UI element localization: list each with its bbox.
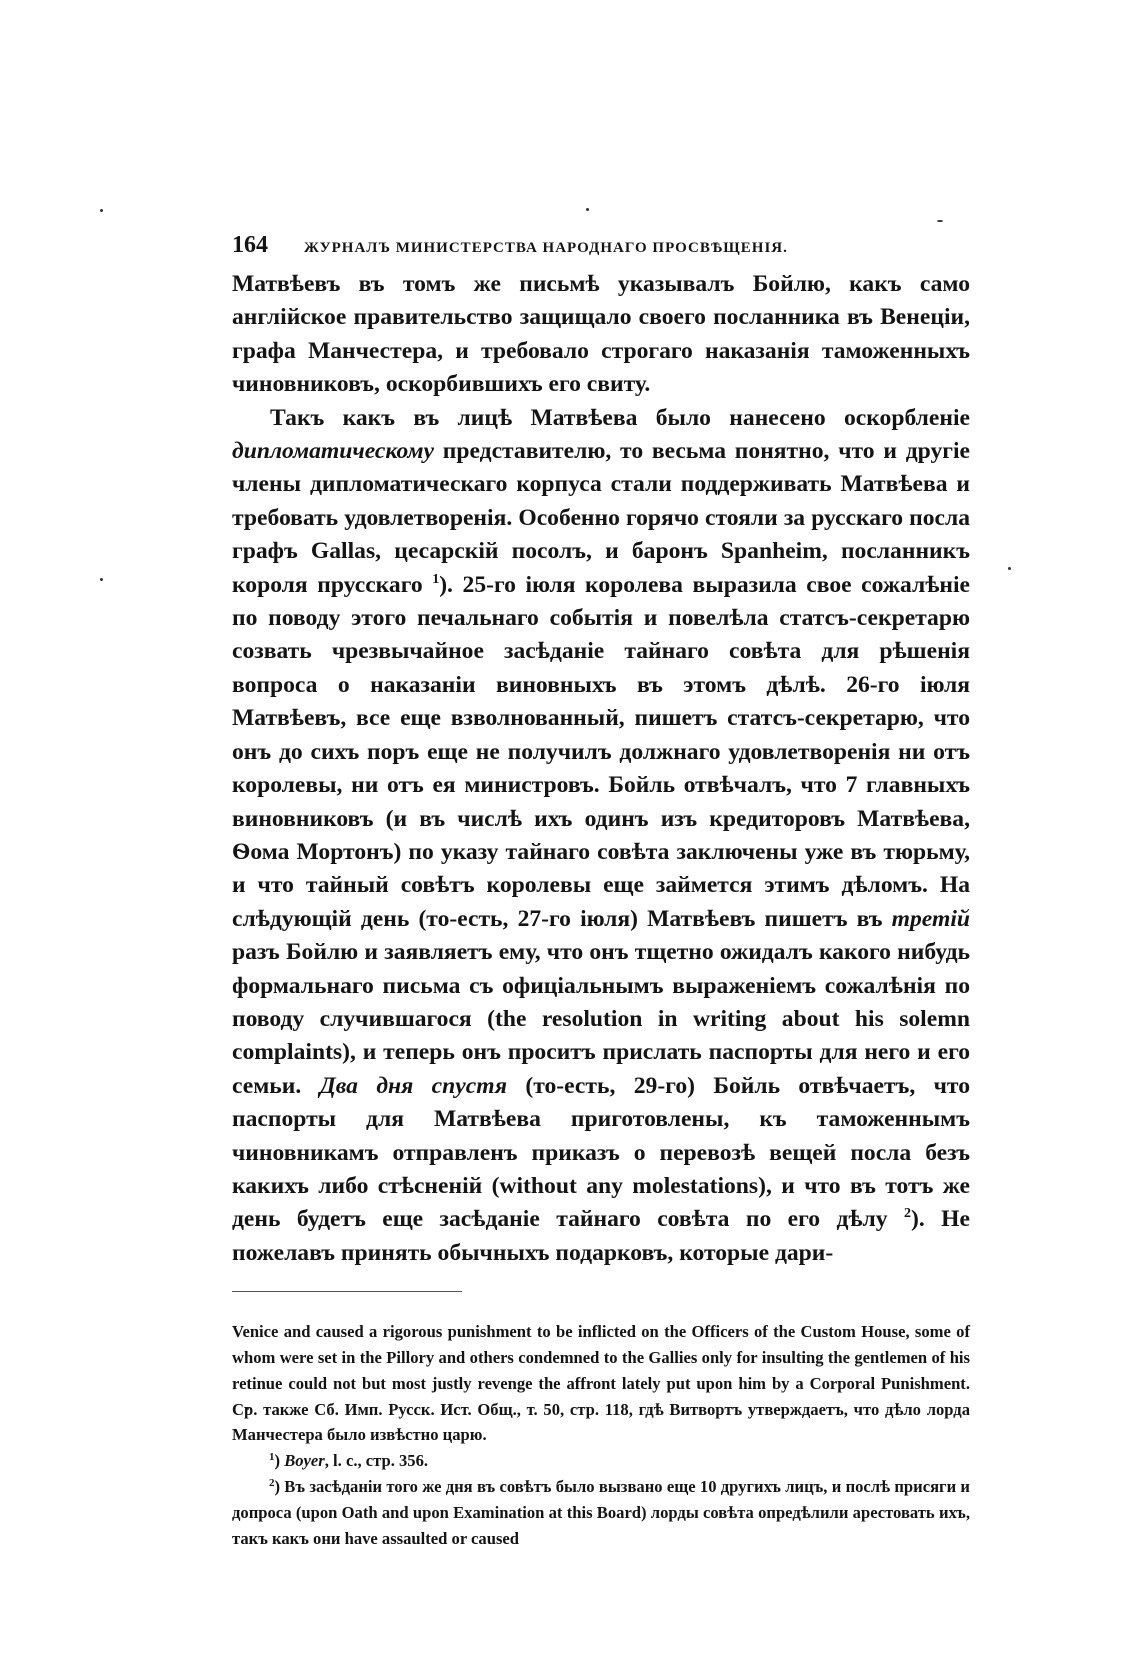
footnote-text: ) Въ засѣданіи того же дня въ совѣтъ было вызвано еще 10 другихъ лицъ, и послѣ присяги и допроса (upon Oath and upon Examination at this Board) лорды совѣта опредѣлили арестовать ихъ, такъ какъ они have assaulted or caused <box>232 1476 970 1548</box>
running-title: ЖУРНАЛЪ МИНИСТЕРСТВА НАРОДНАГО ПРОСВѢЩЕНІЯ. <box>304 240 788 256</box>
scan-speck <box>1008 567 1011 570</box>
paragraph-1: Матвѣевъ въ томъ же письмѣ указывалъ Бойлю, какъ само англійское правительство защищало своего посланника въ Венеціи, графа Манчестера, и требовало строгаго наказанія таможенныхъ чиновниковъ, оскорбившихъ его свиту. <box>232 271 970 398</box>
paragraph-2 <box>232 402 970 1271</box>
footnote-1: $^1$) Boyer, l. c., стр. 356. <box>269 1451 429 1471</box>
footnote-ref-2: 2 <box>904 1206 911 1222</box>
running-header <box>232 232 970 262</box>
scan-speck <box>586 208 589 211</box>
text-run: Такъ какъ въ лицѣ Матвѣева было нанесено оскорбленіе <box>270 404 970 431</box>
text-run: ). Не пожелавъ принять обычныхъ подарковъ, которые дари- <box>232 1206 970 1266</box>
footnote-continuation: Venice and caused a rigorous punishment to be inflicted on the Officers of the Custom House, some of whom were set in the Pillory and others condemned to the Gallies only for insulting the gentlemen of his retinue could not but most justly revenge the affront lately put upon him by a Corporal Punishment. Ср. также Сб. Имп. Русск. Ист. Общ., т. 50, стр. 118, гдѣ Витвортъ утверждаетъ, что дѣло лорда Манчестера было извѣстно царю. <box>232 1322 970 1445</box>
text-run: ). 25-го іюля королева выразила свое сожалѣніе по поводу этого печальнаго событія и повелѣла статсъ-секретарю созвать чрезвычайное засѣданіе тайнаго совѣта для рѣшенія вопроса о наказаніи виновныхъ въ этомъ дѣлѣ. 26-го іюля Матвѣевъ, все еще взволнованный, пишетъ статсъ-секретарю, что онъ до сихъ поръ еще не получилъ должнаго удовлетворенія ни отъ королевы, ни отъ ея министровъ. Бойль отвѣчалъ, что 7 главныхъ виновниковъ (и въ числѣ ихъ одинъ изъ кредиторовъ Матвѣева, Ѳома Мортонъ) по указу тайнаго совѣта заключены уже въ тюрьму, и что тайный совѣтъ королевы еще займется этимъ дѣломъ. На слѣдующій день (то-есть, 27-го іюля) Матвѣевъ пишетъ въ <box>232 571 970 932</box>
text-run: (то-есть, 29-го) Бойль отвѣчаетъ, что паспорты для Матвѣева приготовлены, къ таможеннымъ чиновникамъ отправленъ приказъ о перевозѣ вещей посла безъ какихъ либо стѣсненій (without any molestations), и что въ тотъ же день будетъ еще засѣданіе тайнаго совѣта по его дѣлу <box>232 1072 970 1233</box>
document-page <box>232 232 970 1551</box>
italic-run: третій <box>891 905 970 932</box>
text-run: разъ Бойлю и заявляетъ ему, что онъ тщетно ожидалъ какого нибудь формальнаго письма съ офиціальнымъ выраженіемъ сожалѣнія по поводу случившагося (the resolution in writing about his solemn complaints), и теперь онъ проситъ прислать паспорты для него и его семьи. <box>232 939 970 1099</box>
footnote-2 <box>232 1474 970 1551</box>
footnotes <box>232 1319 970 1551</box>
footnote-mark: 1 <box>269 1451 275 1464</box>
footnote-author: Boyer <box>284 1451 325 1471</box>
footnote-text: , l. c., стр. 356. <box>324 1451 429 1471</box>
page-number: 164 <box>232 232 268 258</box>
footnote-divider <box>232 1291 462 1292</box>
italic-run: Два дня спустя <box>319 1072 507 1099</box>
scan-speck <box>937 220 943 222</box>
footnote-ref-1: 1 <box>432 571 440 587</box>
scan-speck <box>100 209 103 212</box>
text-run: представителю, то весьма понятно, что и другіе члены дипломатическаго корпуса стали поддерживать Матвѣева и требовать удовлетворенія. Особенно горячо стояли за русскаго посла графъ Gallas, цесарскій посолъ, и баронъ Spanheim, посланникъ короля прусскаго <box>232 438 970 598</box>
main-text <box>232 268 970 1270</box>
footnote-mark: 2 <box>269 1476 275 1489</box>
scan-speck <box>100 578 103 581</box>
italic-run: дипломатическому <box>232 438 434 465</box>
